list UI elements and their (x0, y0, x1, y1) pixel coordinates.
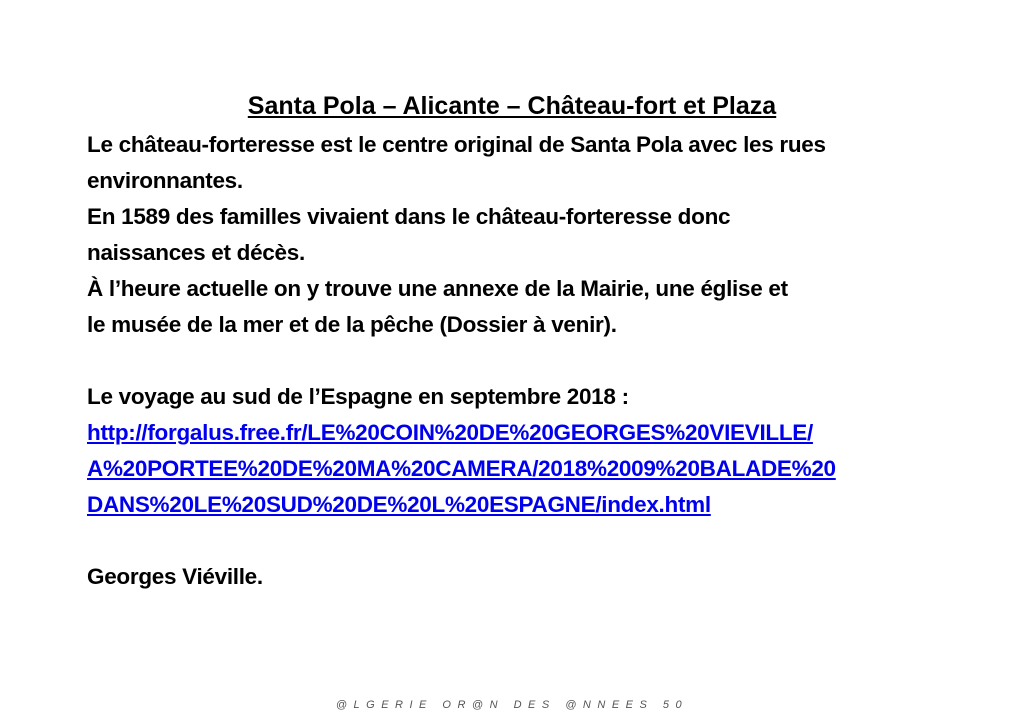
signature: Georges Viéville. (87, 564, 263, 589)
paragraph-line: En 1589 des familles vivaient dans le château-forteresse donc (87, 204, 731, 229)
paragraph-line: À l’heure actuelle on y trouve une annexe de la Mairie, une église et (87, 276, 788, 301)
document-body (87, 127, 967, 595)
paragraph-line: Le château-forteresse est le centre original de Santa Pola avec les rues (87, 132, 826, 157)
page-footer: @LGERIE OR@N DES @NNEES 50 (335, 699, 689, 711)
voyage-link-part[interactable]: A%20PORTEE%20DE%20MA%20CAMERA/2018%2009%20BALADE%20 (87, 456, 836, 481)
voyage-intro: Le voyage au sud de l’Espagne en septembre 2018 : (87, 384, 629, 409)
voyage-link-part[interactable]: DANS%20LE%20SUD%20DE%20L%20ESPAGNE/index.html (87, 492, 711, 517)
paragraph-line: le musée de la mer et de la pêche (Dossier à venir). (87, 312, 617, 337)
paragraph-line: environnantes. (87, 168, 243, 193)
page-title: Santa Pola – Alicante – Château-fort et Plaza (247, 92, 777, 120)
voyage-link[interactable] (87, 451, 967, 487)
paragraph-line: naissances et décès. (87, 240, 305, 265)
voyage-link[interactable] (87, 415, 967, 451)
blank-line (87, 343, 967, 379)
voyage-link-part[interactable]: http://forgalus.free.fr/LE%20COIN%20DE%20GEORGES%20VIEVILLE/ (87, 420, 813, 445)
blank-line (87, 523, 967, 559)
voyage-link[interactable] (87, 487, 967, 523)
